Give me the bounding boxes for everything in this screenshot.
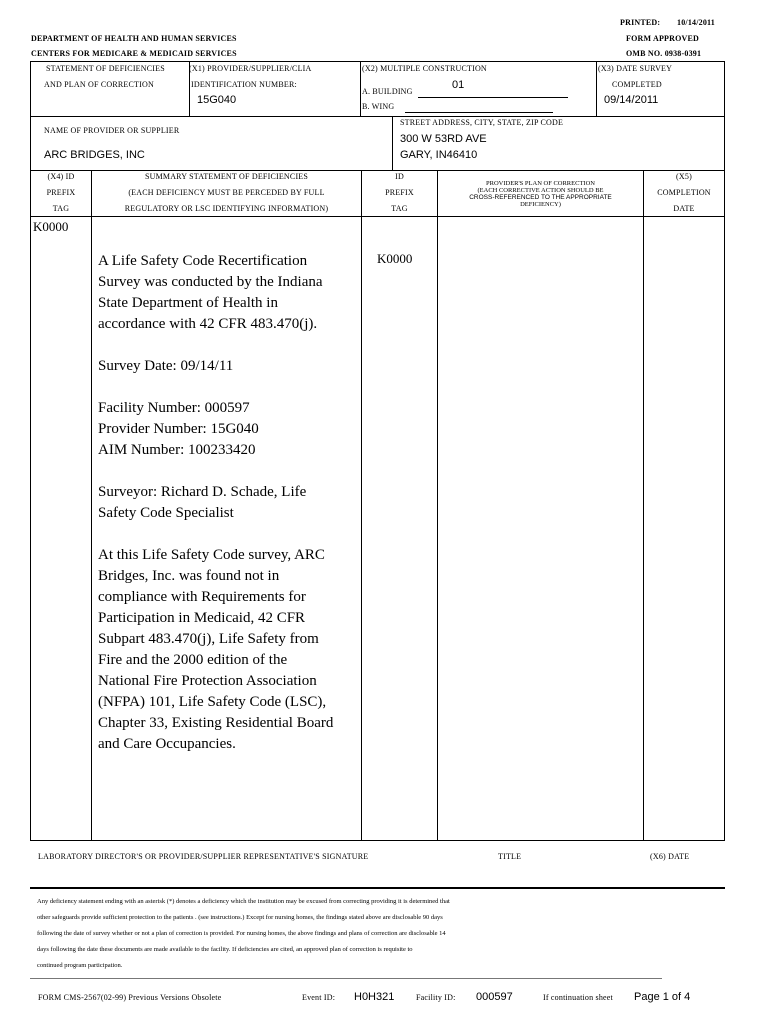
event-id-label: Event ID: (302, 993, 336, 1002)
x3-label-2: COMPLETED (612, 80, 662, 89)
centers-name: CENTERS FOR MEDICARE & MEDICAID SERVICES (31, 49, 237, 58)
address-line-2: GARY, IN46410 (400, 149, 478, 161)
x3-value: 09/14/2011 (604, 94, 659, 106)
provider-name-value: ARC BRIDGES, INC (44, 149, 145, 161)
footnote-line-5: continued program participation. (37, 962, 123, 969)
x4-label-1: (X4) ID (47, 172, 75, 181)
x6-date-label: (X6) DATE (650, 852, 690, 861)
summary-paragraph: Surveyor: Richard D. Schade, Life Safety Code Specialist (98, 484, 307, 521)
x2-label: (X2) MULTIPLE CONSTRUCTION (362, 64, 487, 73)
form-number: FORM CMS-2567(02-99) Previous Versions Obsolete (38, 993, 222, 1002)
summary-paragraph: At this Life Safety Code survey, ARC Bridges, Inc. was found not in compliance with Requirements for Participation in Medicaid, 42 CFR Subpart 483.470(j), Life Safety from Fire and the 2000 edition of the National Fire Protection Association (NFPA) 101, Life Safety Code (LSC), Chapter 33, Existing Residential Board and Care Occupancies. (98, 547, 334, 752)
x1-label-1: (X1) PROVIDER/SUPPLIER/CLIA (189, 64, 312, 73)
printed-label: PRINTED: (620, 18, 661, 27)
x2-building-value: 01 (452, 79, 465, 91)
id-label-2: PREFIX (385, 188, 414, 197)
x2-wing-label: B. WING (362, 102, 395, 111)
facility-id-label: Facility ID: (416, 993, 456, 1002)
summary-paragraph: A Life Safety Code Recertification Survey was conducted by the Indiana State Department of Health in accordance with 42 CFR 483.470(j). (98, 253, 323, 332)
address-label: STREET ADDRESS, CITY, STATE, ZIP CODE (400, 118, 564, 127)
facility-id-value: 000597 (476, 991, 513, 1003)
footnote-line-1: Any deficiency statement ending with an asterisk (*) denotes a deficiency which the institution may be excused from correcting providing it is determined that (37, 898, 450, 905)
plan-label-3: CROSS-REFERENCED TO THE APPROPRIATE (469, 194, 612, 201)
id-label-1: ID (395, 172, 404, 181)
printed-date: 10/14/2011 (677, 18, 716, 27)
footnote-line-4: days following the date these documents are made available to the facility. If deficiencies are cited, an approved plan of correction is requisite to (37, 946, 413, 953)
signature-label: LABORATORY DIRECTOR'S OR PROVIDER/SUPPLIER REPRESENTATIVE'S SIGNATURE (38, 852, 369, 861)
x5-label-1: (X5) (676, 172, 692, 181)
x3-label-1: (X3) DATE SURVEY (598, 64, 673, 73)
summary-paragraph: Survey Date: 09/14/11 (98, 358, 234, 374)
deficiency-summary (98, 251, 334, 755)
summary-label-3: REGULATORY OR LSC IDENTIFYING INFORMATION) (124, 204, 329, 213)
address-line-1: 300 W 53RD AVE (400, 133, 487, 145)
left-prefix-tag: K0000 (33, 219, 69, 234)
summary-paragraph: Facility Number: 000597 Provider Number: 15G040 AIM Number: 100233420 (98, 400, 259, 458)
right-prefix-tag: K0000 (377, 251, 413, 266)
statement-label-1: STATEMENT OF DEFICIENCIES (46, 64, 165, 73)
department-name: DEPARTMENT OF HEALTH AND HUMAN SERVICES (31, 34, 237, 43)
summary-label-1: SUMMARY STATEMENT OF DEFICIENCIES (144, 172, 309, 181)
plan-label-4: DEFICIENCY) (520, 201, 561, 208)
x4-label-3: TAG (52, 204, 70, 213)
statement-label-2: AND PLAN OF CORRECTION (44, 80, 154, 89)
x2-building-label: A. BUILDING (362, 87, 413, 96)
footnote-line-3: following the date of survey whether or not a plan of correction is provided. For nursing homes, the above findings and plans of correction are disclosable 14 (37, 930, 446, 937)
event-id-value: H0H321 (354, 991, 395, 1003)
summary-label-2: (EACH DEFICIENCY MUST BE PERCEDED BY FULL (128, 188, 325, 197)
page-number: Page 1 of 4 (634, 991, 691, 1003)
id-label-3: TAG (391, 204, 408, 213)
form-approved: FORM APPROVED (626, 34, 700, 43)
plan-label-2: (EACH CORRECTIVE ACTION SHOULD BE (477, 187, 604, 194)
plan-label-1: PROVIDER'S PLAN OF CORRECTION (486, 180, 595, 187)
x1-value: 15G040 (197, 94, 237, 106)
provider-name-label: NAME OF PROVIDER OR SUPPLIER (44, 126, 180, 135)
x5-label-2: COMPLETION (657, 188, 711, 197)
title-label: TITLE (498, 852, 522, 861)
continuation-label: If continuation sheet (543, 993, 613, 1002)
omb-number: OMB NO. 0938-0391 (626, 49, 702, 58)
x5-label-3: DATE (673, 204, 695, 213)
x4-label-2: PREFIX (46, 188, 76, 197)
footnote-line-2: other safeguards provide sufficient protection to the patients . (see instructions.) Except for nursing homes, the findings stated above are disclosable 90 days (37, 914, 443, 921)
x1-label-2: IDENTIFICATION NUMBER: (191, 80, 297, 89)
